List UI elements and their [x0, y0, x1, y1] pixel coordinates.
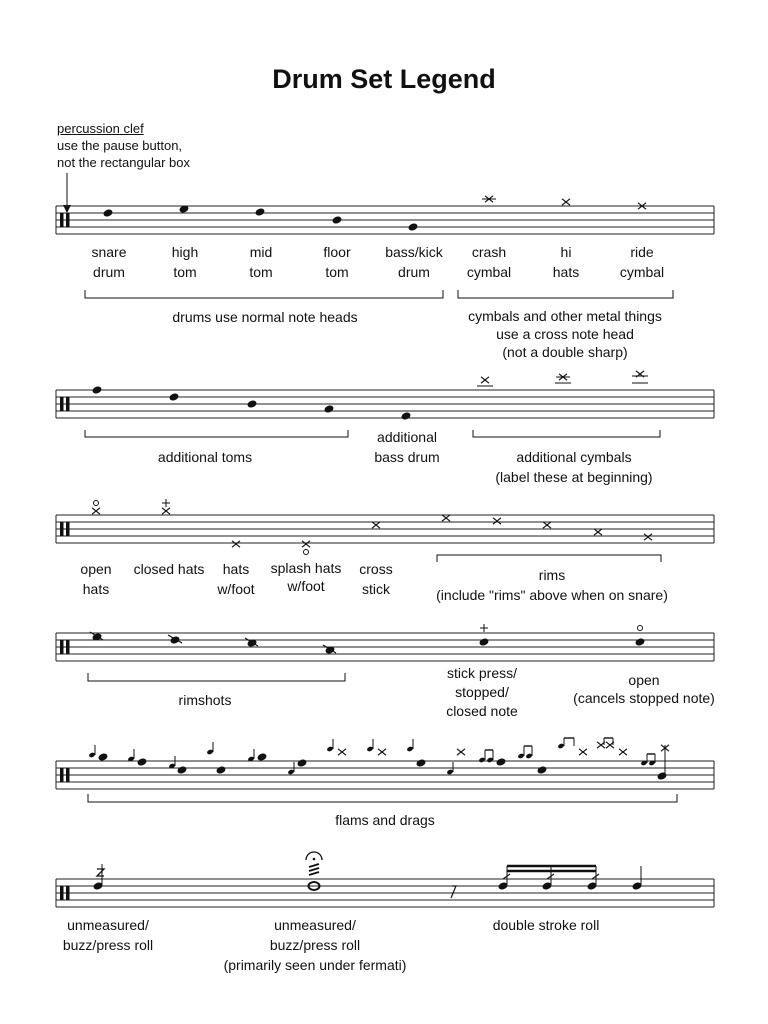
caption-line: closed note — [446, 703, 518, 719]
bracket-add-cymbals — [473, 430, 660, 437]
caption-line: additional toms — [157, 449, 253, 465]
caption-line: stopped/ — [455, 684, 509, 700]
caption-line: bass drum — [374, 449, 440, 465]
caption-line: (primarily seen under fermati) — [223, 957, 407, 973]
caption-line: (cancels stopped note) — [573, 690, 715, 706]
caption-buzz-roll-fermata — [210, 915, 420, 975]
caption-line: buzz/press roll — [269, 937, 361, 953]
rim-4 — [594, 529, 602, 535]
label-line: ride — [630, 244, 654, 260]
label-open-hats — [66, 559, 126, 599]
label-line: cymbal — [619, 264, 665, 280]
label-line: splash hats — [270, 560, 342, 576]
staff-4 — [56, 624, 714, 661]
open-hats-note — [92, 508, 100, 514]
clef-annotation-heading: percussion clef — [57, 121, 144, 136]
label-line: hats — [82, 581, 110, 597]
label-line: hi — [560, 244, 572, 260]
caption-open — [562, 671, 726, 707]
caption-double-stroke — [476, 915, 616, 935]
bracket-drums — [85, 290, 443, 298]
bracket-cymbals — [458, 290, 673, 298]
add-bass — [400, 411, 411, 421]
caption-additional-cymbals — [479, 447, 669, 487]
label-line: bass/kick — [385, 244, 443, 260]
staff-1 — [56, 196, 714, 234]
label-line: cross — [359, 561, 393, 577]
caption-cymbals — [440, 307, 690, 361]
hihat-note — [562, 199, 570, 205]
caption-line: stick press/ — [446, 665, 517, 681]
mid-tom-note — [254, 207, 265, 217]
caption-line: (not a double sharp) — [502, 344, 628, 360]
label-closed-hats — [126, 559, 212, 579]
label-line: hats — [222, 561, 250, 577]
rim-5 — [644, 534, 652, 540]
add-cym-1 — [481, 377, 489, 383]
clef-arrow — [63, 173, 71, 213]
bracket-rimshots — [88, 673, 345, 681]
closed-hats-note — [162, 508, 170, 514]
label-line: snare — [91, 244, 127, 260]
label-line: high — [171, 244, 199, 260]
page-title: Drum Set Legend — [272, 64, 496, 94]
staff-5 — [56, 738, 714, 789]
label-bass-drum — [379, 242, 449, 282]
caption-rimshots — [155, 690, 255, 710]
splash-hats-note — [302, 541, 310, 547]
bass-drum-note — [407, 222, 418, 232]
caption-line: drums use normal note heads — [172, 309, 358, 325]
stick-press-note — [478, 637, 489, 647]
caption-rims — [422, 565, 682, 605]
snare-note — [102, 208, 113, 218]
add-tom-4 — [323, 404, 334, 414]
caption-line: double stroke roll — [492, 917, 600, 933]
caption-drums — [135, 307, 395, 327]
caption-line: open — [628, 672, 660, 688]
caption-flams-drags — [285, 810, 485, 830]
clef-annotation-line2: not the rectangular box — [57, 155, 190, 170]
caption-line: additional cymbals — [516, 449, 632, 465]
label-line: open — [80, 561, 112, 577]
caption-line: (label these at beginning) — [495, 469, 653, 485]
caption-line: unmeasured/ — [67, 917, 149, 933]
label-cross-stick — [346, 559, 406, 599]
rim-1 — [442, 515, 450, 521]
label-line: tom — [249, 264, 273, 280]
label-splash-hats — [266, 559, 346, 595]
rim-3 — [543, 522, 551, 528]
staff-2 — [56, 371, 714, 421]
clef-annotation-line1: use the pause button, — [57, 138, 183, 153]
label-line: floor — [323, 244, 351, 260]
label-line: drum — [398, 264, 430, 280]
label-snare-drum — [79, 242, 139, 282]
label-line: drum — [93, 264, 125, 280]
staff-3 — [56, 499, 714, 555]
cross-stick-note — [372, 522, 380, 528]
label-line: cymbal — [466, 264, 512, 280]
label-line: tom — [173, 264, 197, 280]
caption-line: additional — [377, 429, 437, 445]
label-line: crash — [471, 244, 507, 260]
label-floor-tom — [307, 242, 367, 282]
caption-line: rimshots — [178, 692, 232, 708]
caption-line: buzz/press roll — [62, 937, 154, 953]
add-cym-2 — [556, 374, 570, 380]
bracket-flams — [88, 794, 677, 802]
caption-line: rims — [538, 567, 566, 583]
label-line: closed hats — [133, 561, 205, 577]
label-line: tom — [325, 264, 349, 280]
label-mid-tom — [231, 242, 291, 282]
add-tom-1 — [91, 385, 102, 395]
label-high-tom — [155, 242, 215, 282]
open-note — [634, 637, 645, 647]
label-line: w/foot — [287, 578, 325, 594]
label-line: stick — [362, 581, 390, 597]
label-line: hats — [552, 264, 580, 280]
caption-additional-toms — [125, 447, 285, 467]
bracket-toms — [85, 430, 348, 437]
rim-2 — [493, 518, 501, 524]
floor-tom-note — [331, 215, 342, 225]
crash-note — [482, 196, 496, 202]
add-tom-3 — [246, 399, 257, 409]
staff-6 — [56, 852, 714, 907]
caption-line: cymbals and other metal things — [468, 308, 662, 324]
bracket-rims — [437, 555, 661, 562]
label-crash-cymbal — [459, 242, 519, 282]
caption-buzz-roll — [48, 915, 168, 955]
caption-line: flams and drags — [335, 812, 435, 828]
caption-line: use a cross note head — [496, 326, 634, 342]
add-tom-2 — [168, 392, 179, 402]
caption-stick-press — [432, 664, 532, 721]
label-ride-cymbal — [612, 242, 672, 282]
caption-line: unmeasured/ — [274, 917, 356, 933]
caption-additional-bass — [362, 427, 452, 467]
label-hi-hats — [536, 242, 596, 282]
label-line: w/foot — [217, 581, 255, 597]
caption-line: (include "rims" above when on snare) — [436, 587, 668, 603]
label-hats-foot — [206, 559, 266, 599]
label-line: mid — [249, 244, 273, 260]
hats-foot-note — [232, 541, 240, 547]
